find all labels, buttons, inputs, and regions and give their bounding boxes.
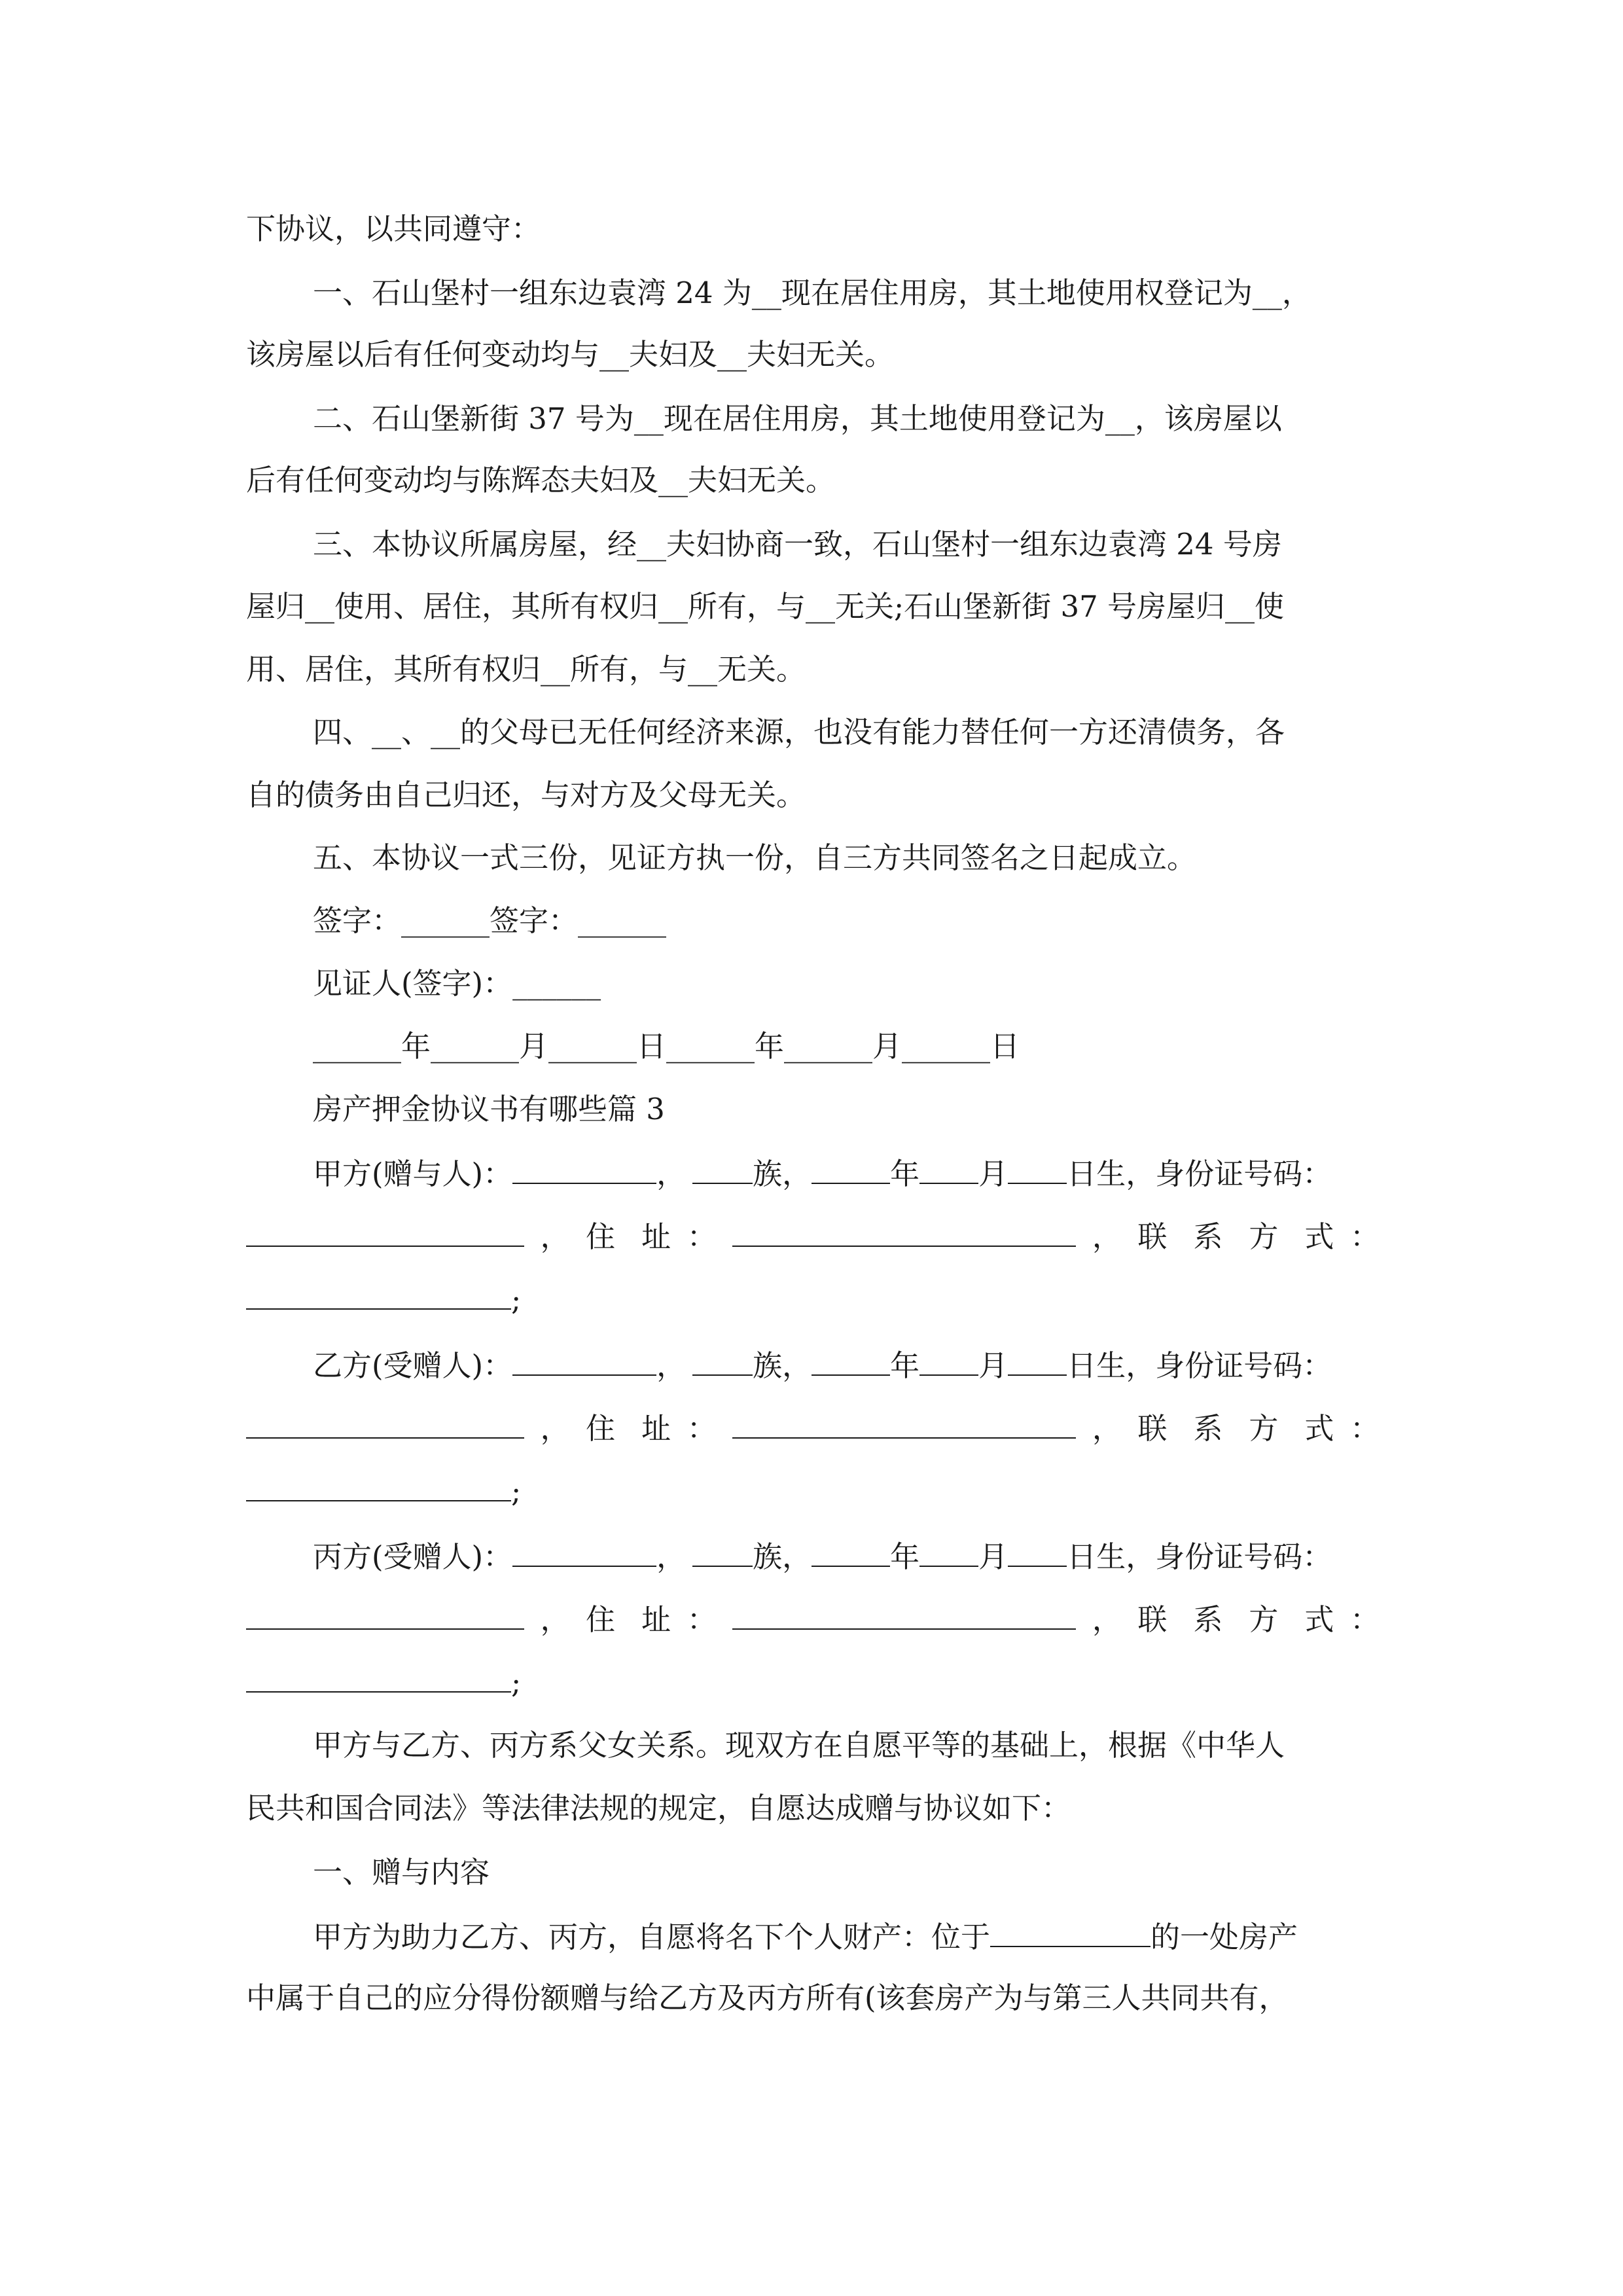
clause-2: 二、石山堡新街 37 号为__现在居住用房，其土地使用登记为__，该房屋以 (313, 401, 1282, 436)
contact-blank (246, 1470, 511, 1501)
address-blank (732, 1407, 1076, 1439)
date-line: ______年______月______日______年______月______日 (313, 1029, 1020, 1064)
clause-4: 四、__、__的父母已无任何经济来源，也没有能力替任何一方还清债务，各 (313, 715, 1285, 749)
text-line: 屋归__使用、居住，其所有权归__所有，与__无关;石山堡新街 37 号房屋归__使 (246, 589, 1285, 624)
party-a-contact-line: ; (246, 1278, 1380, 1318)
contact-label: 联 系 方 式 (1137, 1602, 1334, 1637)
clause-5: 五、本协议一式三份，见证方执一份，自三方共同签名之日起成立。 (313, 840, 1197, 875)
address-blank (732, 1598, 1076, 1630)
party-b-line: 乙方(受赠人)： ， 族， 年 月 日生，身份证号码： (313, 1344, 1380, 1384)
id-number-blank (246, 1598, 524, 1630)
party-b-address-line: ， 住 址 ： ， 联 系 方 式 ： (246, 1407, 1380, 1446)
contact-blank (246, 1661, 511, 1693)
gift-heading: 一、赠与内容 (313, 1855, 490, 1890)
contact-label: 联 系 方 式 (1137, 1411, 1334, 1446)
ethnicity-blank (692, 1153, 753, 1184)
party-a-address-line: ， 住 址 ： ， 联 系 方 式 ： (246, 1215, 1380, 1255)
text-line: 后有任何变动均与陈辉态夫妇及__夫妇无关。 (246, 463, 836, 497)
contact-label: 联 系 方 式 (1137, 1219, 1334, 1254)
gift-content-line: 甲方为助力乙方、丙方，自愿将名下个人财产：位于 的一处房产 (313, 1916, 1380, 1955)
party-c-address-line: ， 住 址 ： ， 联 系 方 式 ： (246, 1598, 1380, 1638)
day-blank (1008, 1535, 1067, 1567)
party-role: 丙方(受赠人)： (313, 1539, 513, 1574)
day-blank (1008, 1153, 1067, 1184)
name-blank (512, 1153, 656, 1184)
clause-3: 三、本协议所属房屋，经__夫妇协商一致，石山堡村一组东边袁湾 24 号房 (313, 527, 1282, 562)
month-blank (919, 1344, 978, 1376)
party-c-contact-line: ; (246, 1661, 1380, 1700)
id-number-blank (246, 1407, 524, 1439)
text-line: 该房屋以后有任何变动均与__夫妇及__夫妇无关。 (246, 337, 895, 372)
text-line: 下协议，以共同遵守： (246, 211, 541, 246)
party-role: 甲方(赠与人)： (313, 1157, 513, 1191)
party-b-contact-line: ; (246, 1470, 1380, 1509)
clause-1: 一、石山堡村一组东边袁湾 24 为__现在居住用房，其土地使用权登记为__， (313, 276, 1311, 310)
year-blank (812, 1344, 890, 1376)
address-label: 住 址 (586, 1219, 671, 1254)
signature-line: 签字：______签字：______ (313, 903, 667, 938)
id-number-blank (246, 1215, 524, 1247)
ethnicity-blank (692, 1535, 753, 1567)
text-line: 自的债务由自己归还，与对方及父母无关。 (246, 778, 806, 812)
name-blank (512, 1344, 656, 1376)
party-c-line: 丙方(受赠人)： ， 族， 年 月 日生，身份证号码： (313, 1535, 1380, 1575)
year-blank (812, 1535, 890, 1567)
month-blank (919, 1153, 978, 1184)
contact-blank (246, 1278, 511, 1310)
witness-signature-line: 见证人(签字)：______ (313, 966, 601, 1001)
address-blank (732, 1215, 1076, 1247)
name-blank (512, 1535, 656, 1567)
party-role: 乙方(受赠人)： (313, 1348, 513, 1383)
text-line: 用、居住，其所有权归__所有，与__无关。 (246, 652, 806, 687)
property-location-blank (990, 1916, 1150, 1947)
address-label: 住 址 (586, 1602, 671, 1637)
relationship-paragraph: 甲方与乙方、丙方系父女关系。现双方在自愿平等的基础上，根据《中华人 (313, 1728, 1285, 1763)
party-a-line: 甲方(赠与人)： ， 族， 年 月 日生，身份证号码： (313, 1153, 1380, 1192)
day-blank (1008, 1344, 1067, 1376)
text-line: 民共和国合同法》等法律法规的规定，自愿达成赠与协议如下： (246, 1791, 1071, 1825)
year-blank (812, 1153, 890, 1184)
address-label: 住 址 (586, 1411, 671, 1446)
text-line: 中属于自己的应分得份额赠与给乙方及丙方所有(该套房产为与第三人共同共有， (246, 1981, 1289, 2015)
ethnicity-blank (692, 1344, 753, 1376)
month-blank (919, 1535, 978, 1567)
section-heading: 房产押金协议书有哪些篇 3 (313, 1092, 665, 1126)
